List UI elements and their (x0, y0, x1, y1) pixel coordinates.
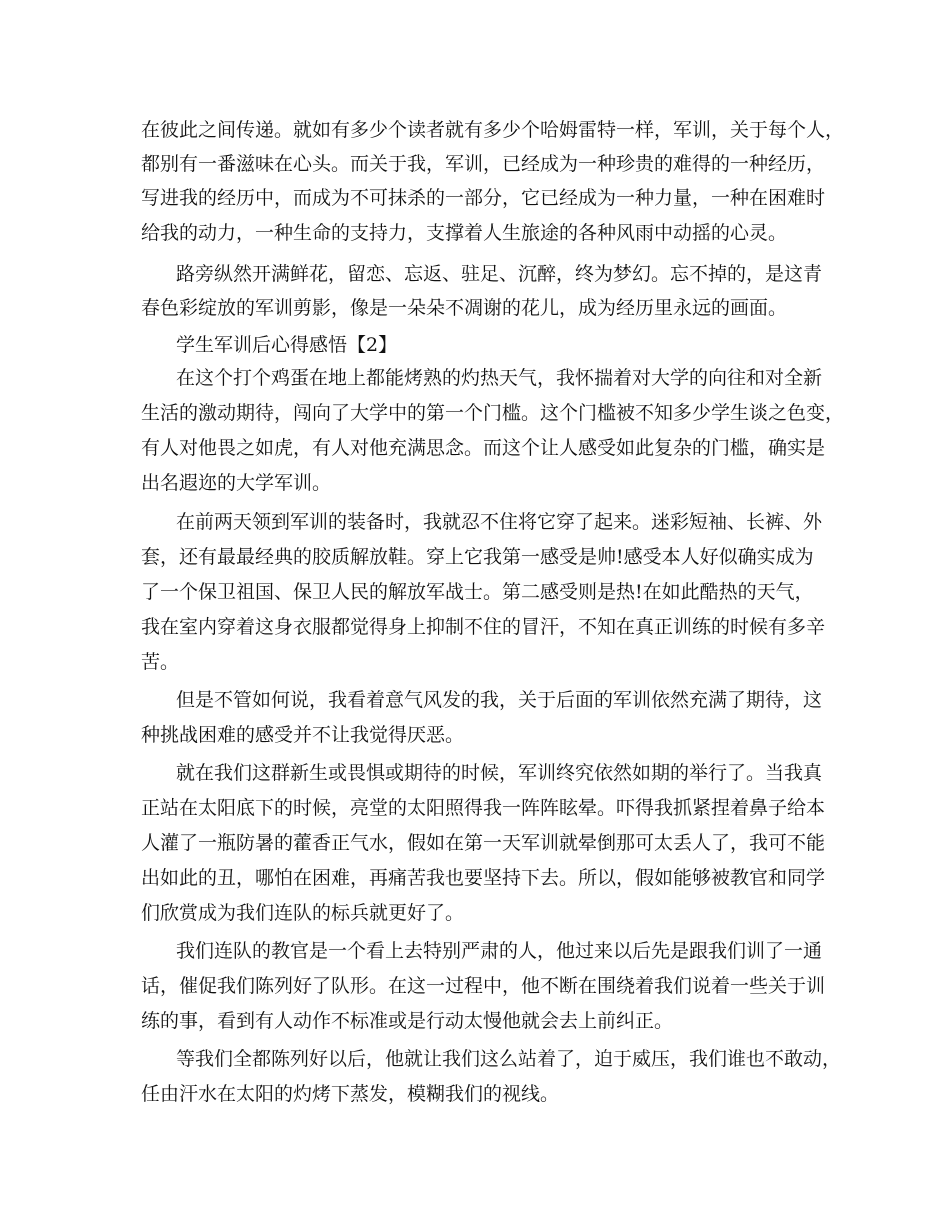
text-line: 任由汗水在太阳的灼烤下蒸发，模糊我们的视线。 (141, 1083, 560, 1105)
text-line: 在前两天领到军训的装备时，我就忍不住将它穿了起来。迷彩短袖、长裤、外 (176, 511, 823, 533)
text-line: 有人对他畏之如虎，有人对他充满思念。而这个让人感受如此复杂的门槛，确实是 (141, 437, 826, 459)
text-line: 在这个打个鸡蛋在地上都能烤熟的灼热天气，我怀揣着对大学的向往和对全新 (176, 367, 823, 389)
text-line: 在彼此之间传递。就如有多少个读者就有多少个哈姆雷特一样，军训，关于每个人， (141, 119, 845, 141)
text-line: 我在室内穿着这身衣服都觉得身上抑制不住的冒汗，不知在真正训练的时候有多辛 (141, 616, 826, 638)
text-line: 我们连队的教官是一个看上去特别严肃的人，他过来以后先是跟我们训了一通 (176, 940, 823, 962)
text-line: 话，催促我们陈列好了队形。在这一过程中，他不断在围绕着我们说着一些关于训 (141, 975, 826, 997)
text-line: 就在我们这群新生或畏惧或期待的时候，军训终究依然如期的举行了。当我真 (176, 762, 823, 784)
text-line: 们欣赏成为我们连队的标兵就更好了。 (141, 902, 465, 924)
text-line: 路旁纵然开满鲜花，留恋、忘返、驻足、沉醉，终为梦幻。忘不掉的，是这青 (176, 263, 823, 285)
text-line: 等我们全都陈列好以后，他就让我们这么站着了，迫于威压，我们谁也不敢动， (176, 1048, 842, 1070)
text-line: 都别有一番滋味在心头。而关于我，军训，已经成为一种珍贵的难得的一种经历， (141, 153, 826, 175)
section-heading: 学生军训后心得感悟【2】 (176, 334, 398, 356)
text-line: 但是不管如何说，我看着意气风发的我，关于后面的军训依然充满了期待，这 (176, 689, 823, 711)
text-line: 写进我的经历中，而成为不可抹杀的一部分，它已经成为一种力量，一种在困难时 (141, 187, 826, 209)
text-line: 正站在太阳底下的时候，亮堂的太阳照得我一阵阵眩晕。吓得我抓紧捏着鼻子给本 (141, 797, 826, 819)
text-line: 苦。 (141, 651, 180, 673)
text-line: 了一个保卫祖国、保卫人民的解放军战士。第二感受则是热!在如此酷热的天气， (141, 581, 814, 603)
text-line: 人灌了一瓶防暑的藿香正气水，假如在第一天军训就晕倒那可太丢人了，我可不能 (141, 832, 826, 854)
text-line: 出名遐迩的大学军训。 (141, 472, 332, 494)
text-line: 生活的激动期待，闯向了大学中的第一个门槛。这个门槛被不知多少学生谈之色变， (141, 402, 845, 424)
text-line: 套，还有最最经典的胶质解放鞋。穿上它我第一感受是帅!感受本人好似确实成为 (141, 546, 814, 568)
text-line: 练的事，看到有人动作不标准或是行动太慢他就会去上前纠正。 (141, 1010, 674, 1032)
text-line: 春色彩绽放的军训剪影，像是一朵朵不凋谢的花儿，成为经历里永远的画面。 (141, 297, 788, 319)
text-line: 给我的动力，一种生命的支持力，支撑着人生旅途的各种风雨中动摇的心灵。 (141, 222, 788, 244)
text-line: 出如此的丑，哪怕在困难，再痛苦我也要坚持下去。所以，假如能够被教官和同学 (141, 867, 826, 889)
text-line: 种挑战困难的感受并不让我觉得厌恶。 (141, 724, 465, 746)
